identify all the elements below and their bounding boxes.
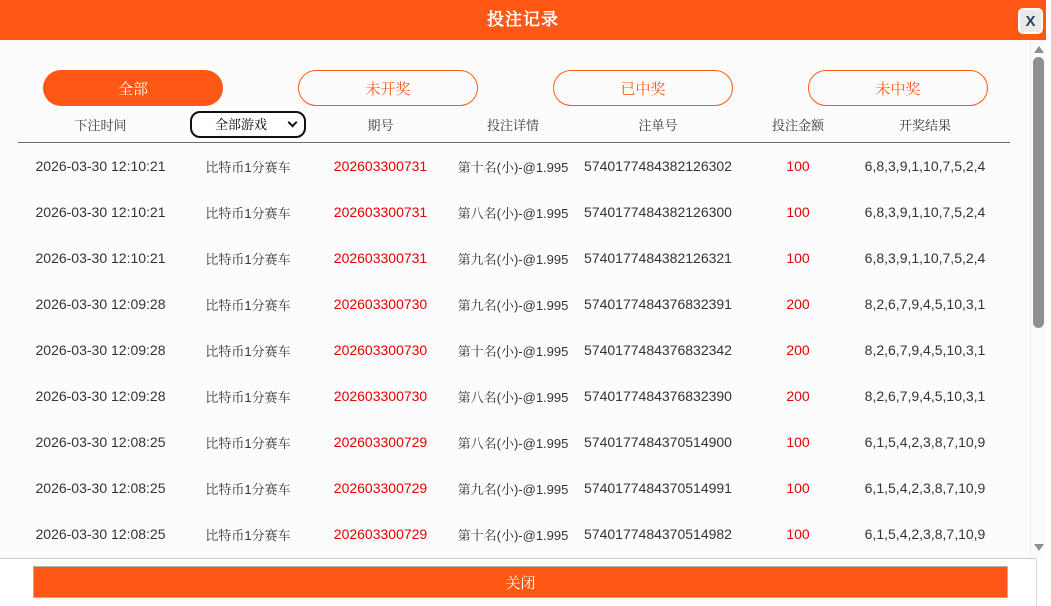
cell-draw-result: 6,1,5,4,2,3,8,7,10,9 <box>864 526 986 542</box>
cell-bet-amount: 200 <box>786 388 810 404</box>
table-row <box>18 281 1010 327</box>
table-row <box>18 419 1010 465</box>
cell-bet-time: 2026-03-30 12:09:28 <box>35 296 166 312</box>
cell-draw-result: 8,2,6,7,9,4,5,10,3,1 <box>864 388 986 404</box>
cell-bet-time: 2026-03-30 12:09:28 <box>35 388 166 404</box>
table-header-row <box>18 106 1010 143</box>
cell-order-no: 5740177484382126300 <box>584 204 732 220</box>
cell-period-no: 202603300731 <box>333 250 428 266</box>
cell-order-no: 5740177484382126302 <box>584 158 732 174</box>
cell-bet-detail: 第十名(小)-@1.995 <box>457 343 569 359</box>
cell-bet-amount: 100 <box>786 158 810 174</box>
table-body <box>0 143 1046 557</box>
filter-lost-button[interactable]: 未中奖 <box>808 70 988 106</box>
cell-bet-amount: 100 <box>786 250 810 266</box>
cell-period-no: 202603300729 <box>333 480 428 496</box>
col-header-order: 注单号 <box>638 117 678 133</box>
cell-game-name: 比特币1分赛车 <box>205 435 291 451</box>
cell-bet-detail: 第八名(小)-@1.995 <box>457 435 569 451</box>
cell-bet-detail: 第九名(小)-@1.995 <box>457 481 569 497</box>
cell-order-no: 5740177484376832342 <box>584 342 732 358</box>
dialog-title: 投注记录 <box>487 10 559 29</box>
footer-bar <box>0 558 1037 606</box>
cell-bet-detail: 第十名(小)-@1.995 <box>457 159 569 175</box>
filter-bar <box>0 40 1046 106</box>
cell-order-no: 5740177484370514900 <box>584 434 732 450</box>
table-row <box>18 511 1010 557</box>
cell-bet-time: 2026-03-30 12:08:25 <box>35 480 166 496</box>
title-bar <box>0 0 1046 40</box>
cell-bet-time: 2026-03-30 12:08:25 <box>35 434 166 450</box>
cell-bet-amount: 200 <box>786 296 810 312</box>
cell-bet-amount: 100 <box>786 480 810 496</box>
table-row <box>18 327 1010 373</box>
cell-bet-time: 2026-03-30 12:09:28 <box>35 342 166 358</box>
cell-period-no: 202603300729 <box>333 526 428 542</box>
cell-order-no: 5740177484376832390 <box>584 388 732 404</box>
table-row <box>18 465 1010 511</box>
close-button[interactable]: 关闭 <box>33 566 1008 598</box>
cell-bet-detail: 第九名(小)-@1.995 <box>457 251 569 267</box>
table-row <box>18 235 1010 281</box>
scroll-down-icon[interactable] <box>1034 544 1044 551</box>
records-panel <box>0 40 1046 558</box>
cell-period-no: 202603300730 <box>333 388 428 404</box>
cell-order-no: 5740177484370514991 <box>584 480 732 496</box>
cell-bet-detail: 第十名(小)-@1.995 <box>457 527 569 543</box>
col-header-game <box>183 111 313 138</box>
cell-game-name: 比特币1分赛车 <box>205 297 291 313</box>
cell-period-no: 202603300730 <box>333 296 428 312</box>
cell-bet-detail: 第八名(小)-@1.995 <box>457 389 569 405</box>
scrollbar-thumb[interactable] <box>1033 57 1044 328</box>
table-row <box>18 189 1010 235</box>
game-filter-wrap <box>190 111 306 138</box>
cell-game-name: 比特币1分赛车 <box>205 343 291 359</box>
cell-game-name: 比特币1分赛车 <box>205 251 291 267</box>
cell-draw-result: 6,1,5,4,2,3,8,7,10,9 <box>864 434 986 450</box>
col-header-result: 开奖结果 <box>898 117 951 133</box>
cell-bet-amount: 200 <box>786 342 810 358</box>
cell-bet-amount: 100 <box>786 204 810 220</box>
cell-bet-detail: 第九名(小)-@1.995 <box>457 297 569 313</box>
cell-bet-time: 2026-03-30 12:10:21 <box>35 250 166 266</box>
col-header-period: 期号 <box>367 117 394 133</box>
cell-game-name: 比特币1分赛车 <box>205 205 291 221</box>
cell-bet-amount: 100 <box>786 526 810 542</box>
filter-won-button[interactable]: 已中奖 <box>553 70 733 106</box>
scroll-up-icon[interactable] <box>1034 46 1044 53</box>
cell-game-name: 比特币1分赛车 <box>205 389 291 405</box>
cell-bet-time: 2026-03-30 12:08:25 <box>35 526 166 542</box>
cell-period-no: 202603300731 <box>333 158 428 174</box>
cell-bet-time: 2026-03-30 12:10:21 <box>35 204 166 220</box>
col-header-time: 下注时间 <box>74 117 127 133</box>
cell-bet-detail: 第八名(小)-@1.995 <box>457 205 569 221</box>
cell-draw-result: 6,8,3,9,1,10,7,5,2,4 <box>864 204 986 220</box>
filter-all-button[interactable]: 全部 <box>43 70 223 106</box>
table-row <box>18 373 1010 419</box>
cell-game-name: 比特币1分赛车 <box>205 527 291 543</box>
game-filter-select[interactable] <box>190 111 306 138</box>
filter-pending-button[interactable]: 未开奖 <box>298 70 478 106</box>
cell-draw-result: 6,8,3,9,1,10,7,5,2,4 <box>864 250 986 266</box>
table-row <box>18 143 1010 189</box>
cell-order-no: 5740177484376832391 <box>584 296 732 312</box>
col-header-detail: 投注详情 <box>486 117 539 133</box>
cell-draw-result: 6,8,3,9,1,10,7,5,2,4 <box>864 158 986 174</box>
cell-order-no: 5740177484370514982 <box>584 526 732 542</box>
cell-game-name: 比特币1分赛车 <box>205 481 291 497</box>
cell-game-name: 比特币1分赛车 <box>205 159 291 175</box>
cell-period-no: 202603300731 <box>333 204 428 220</box>
cell-period-no: 202603300730 <box>333 342 428 358</box>
cell-draw-result: 8,2,6,7,9,4,5,10,3,1 <box>864 342 986 358</box>
close-icon[interactable]: X <box>1018 8 1043 34</box>
cell-bet-amount: 100 <box>786 434 810 450</box>
cell-draw-result: 8,2,6,7,9,4,5,10,3,1 <box>864 296 986 312</box>
cell-period-no: 202603300729 <box>333 434 428 450</box>
cell-bet-time: 2026-03-30 12:10:21 <box>35 158 166 174</box>
col-header-amount: 投注金额 <box>771 117 824 133</box>
scrollbar-track[interactable] <box>1030 40 1046 558</box>
cell-draw-result: 6,1,5,4,2,3,8,7,10,9 <box>864 480 986 496</box>
cell-order-no: 5740177484382126321 <box>584 250 732 266</box>
